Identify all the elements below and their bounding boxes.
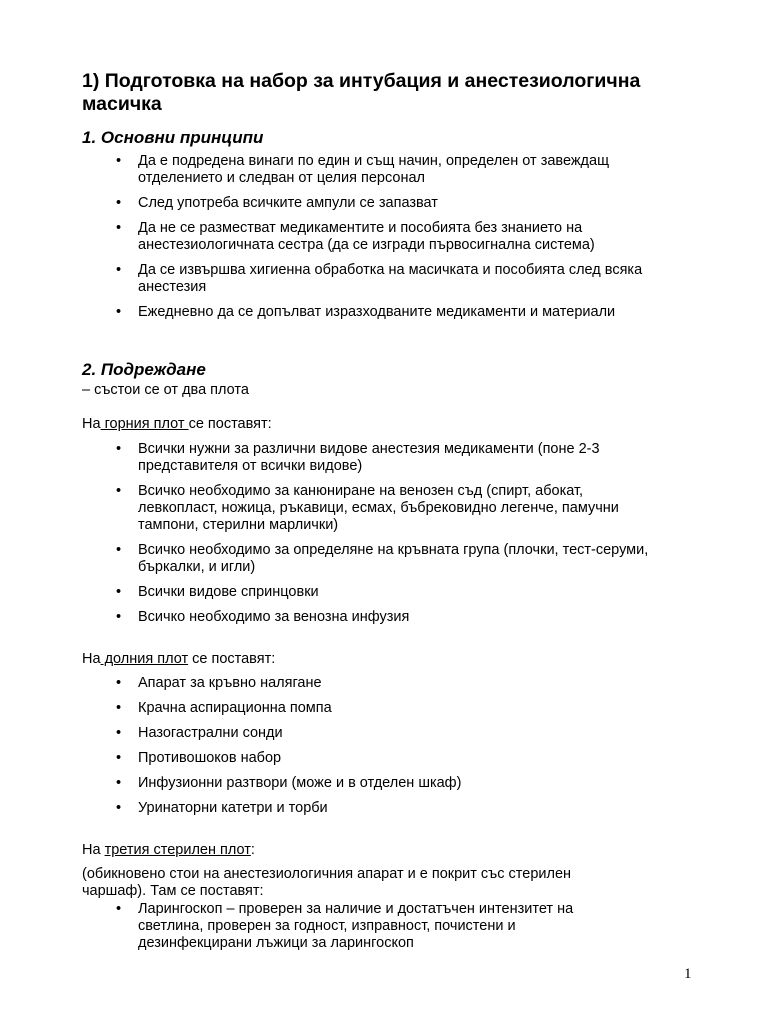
upper-shelf-term: горния плот [100, 416, 189, 432]
upper-shelf-list [82, 441, 662, 634]
lower-shelf-term: долния плот [100, 651, 189, 667]
sterile-shelf-term: третия стерилен плот [104, 842, 251, 858]
list-item: • Уринаторни катетри и торби [82, 800, 662, 817]
list-item: • Всичко необходимо за определяне на кръвната група (плочки, тест-серуми, бъркалки, и игли) [82, 542, 662, 576]
sterile-shelf-label [82, 842, 642, 859]
list-item: • Назогастрални сонди [82, 725, 662, 742]
label-suffix: се поставят: [188, 416, 272, 432]
label-prefix: На [82, 842, 105, 858]
list-item: • Апарат за кръвно налягане [82, 675, 662, 692]
page-number: 1 [684, 966, 692, 982]
list-item: • Да не се разместват медикаментите и пособията без знанието на анестезиологичната сестра (да се изгради първосигнална система) [82, 220, 662, 254]
list-item: • Всичко необходимо за венозна инфузия [82, 609, 662, 626]
label-suffix: се поставят: [188, 651, 276, 667]
section-heading-principles: 1. Основни принципи [82, 128, 264, 147]
list-item: • Ларингоскоп – проверен за наличие и достатъчен интензитет на светлина, проверен за годност, изправност, почистени и дезинфекцирани лъжици за ларингоскоп [82, 901, 612, 952]
list-item: • Всички нужни за различни видове анестезия медикаменти (поне 2-3 представителя от всички видове) [82, 441, 662, 475]
sterile-shelf-list [82, 901, 612, 952]
list-item: • Ежедневно да се допълват изразходваните медикаменти и материали [82, 304, 662, 321]
label-prefix: На [82, 416, 101, 432]
label-suffix: : [250, 842, 255, 858]
list-item: • Всички видове спринцовки [82, 584, 662, 601]
arrangement-intro: – състои се от два плота [82, 382, 249, 398]
principles-list [82, 153, 662, 329]
list-item: • Да се извършва хигиенна обработка на масичката и пособията след всяка анестезия [82, 262, 662, 296]
lower-shelf-label [82, 651, 642, 668]
page-title: 1) Подготовка на набор за интубация и анестезиологична масичка [82, 70, 641, 115]
sterile-shelf-note: (обикновено стои на анестезиологичния апарат и е покрит със стерилен чаршаф). Там се поставят: [82, 866, 572, 899]
list-item: • Крачна аспирационна помпа [82, 700, 662, 717]
list-item: • Всичко необходимо за канюниране на венозен съд (спирт, абокат, левкопласт, ножица, ръкавици, есмах, бъбрековидно легенче, памучни тампони, стерилни марлички) [82, 483, 662, 534]
list-item: • Инфузионни разтвори (може и в отделен шкаф) [82, 775, 662, 792]
list-item: • Противошоков набор [82, 750, 662, 767]
upper-shelf-label [82, 416, 642, 433]
lower-shelf-list [82, 675, 662, 825]
list-item: • След употреба всичките ампули се запазват [82, 195, 662, 212]
label-prefix: На [82, 651, 101, 667]
section-heading-arrangement: 2. Подреждане [82, 360, 206, 379]
list-item: • Да е подредена винаги по един и същ начин, определен от завеждащ отделението и следван от целия персонал [82, 153, 662, 187]
